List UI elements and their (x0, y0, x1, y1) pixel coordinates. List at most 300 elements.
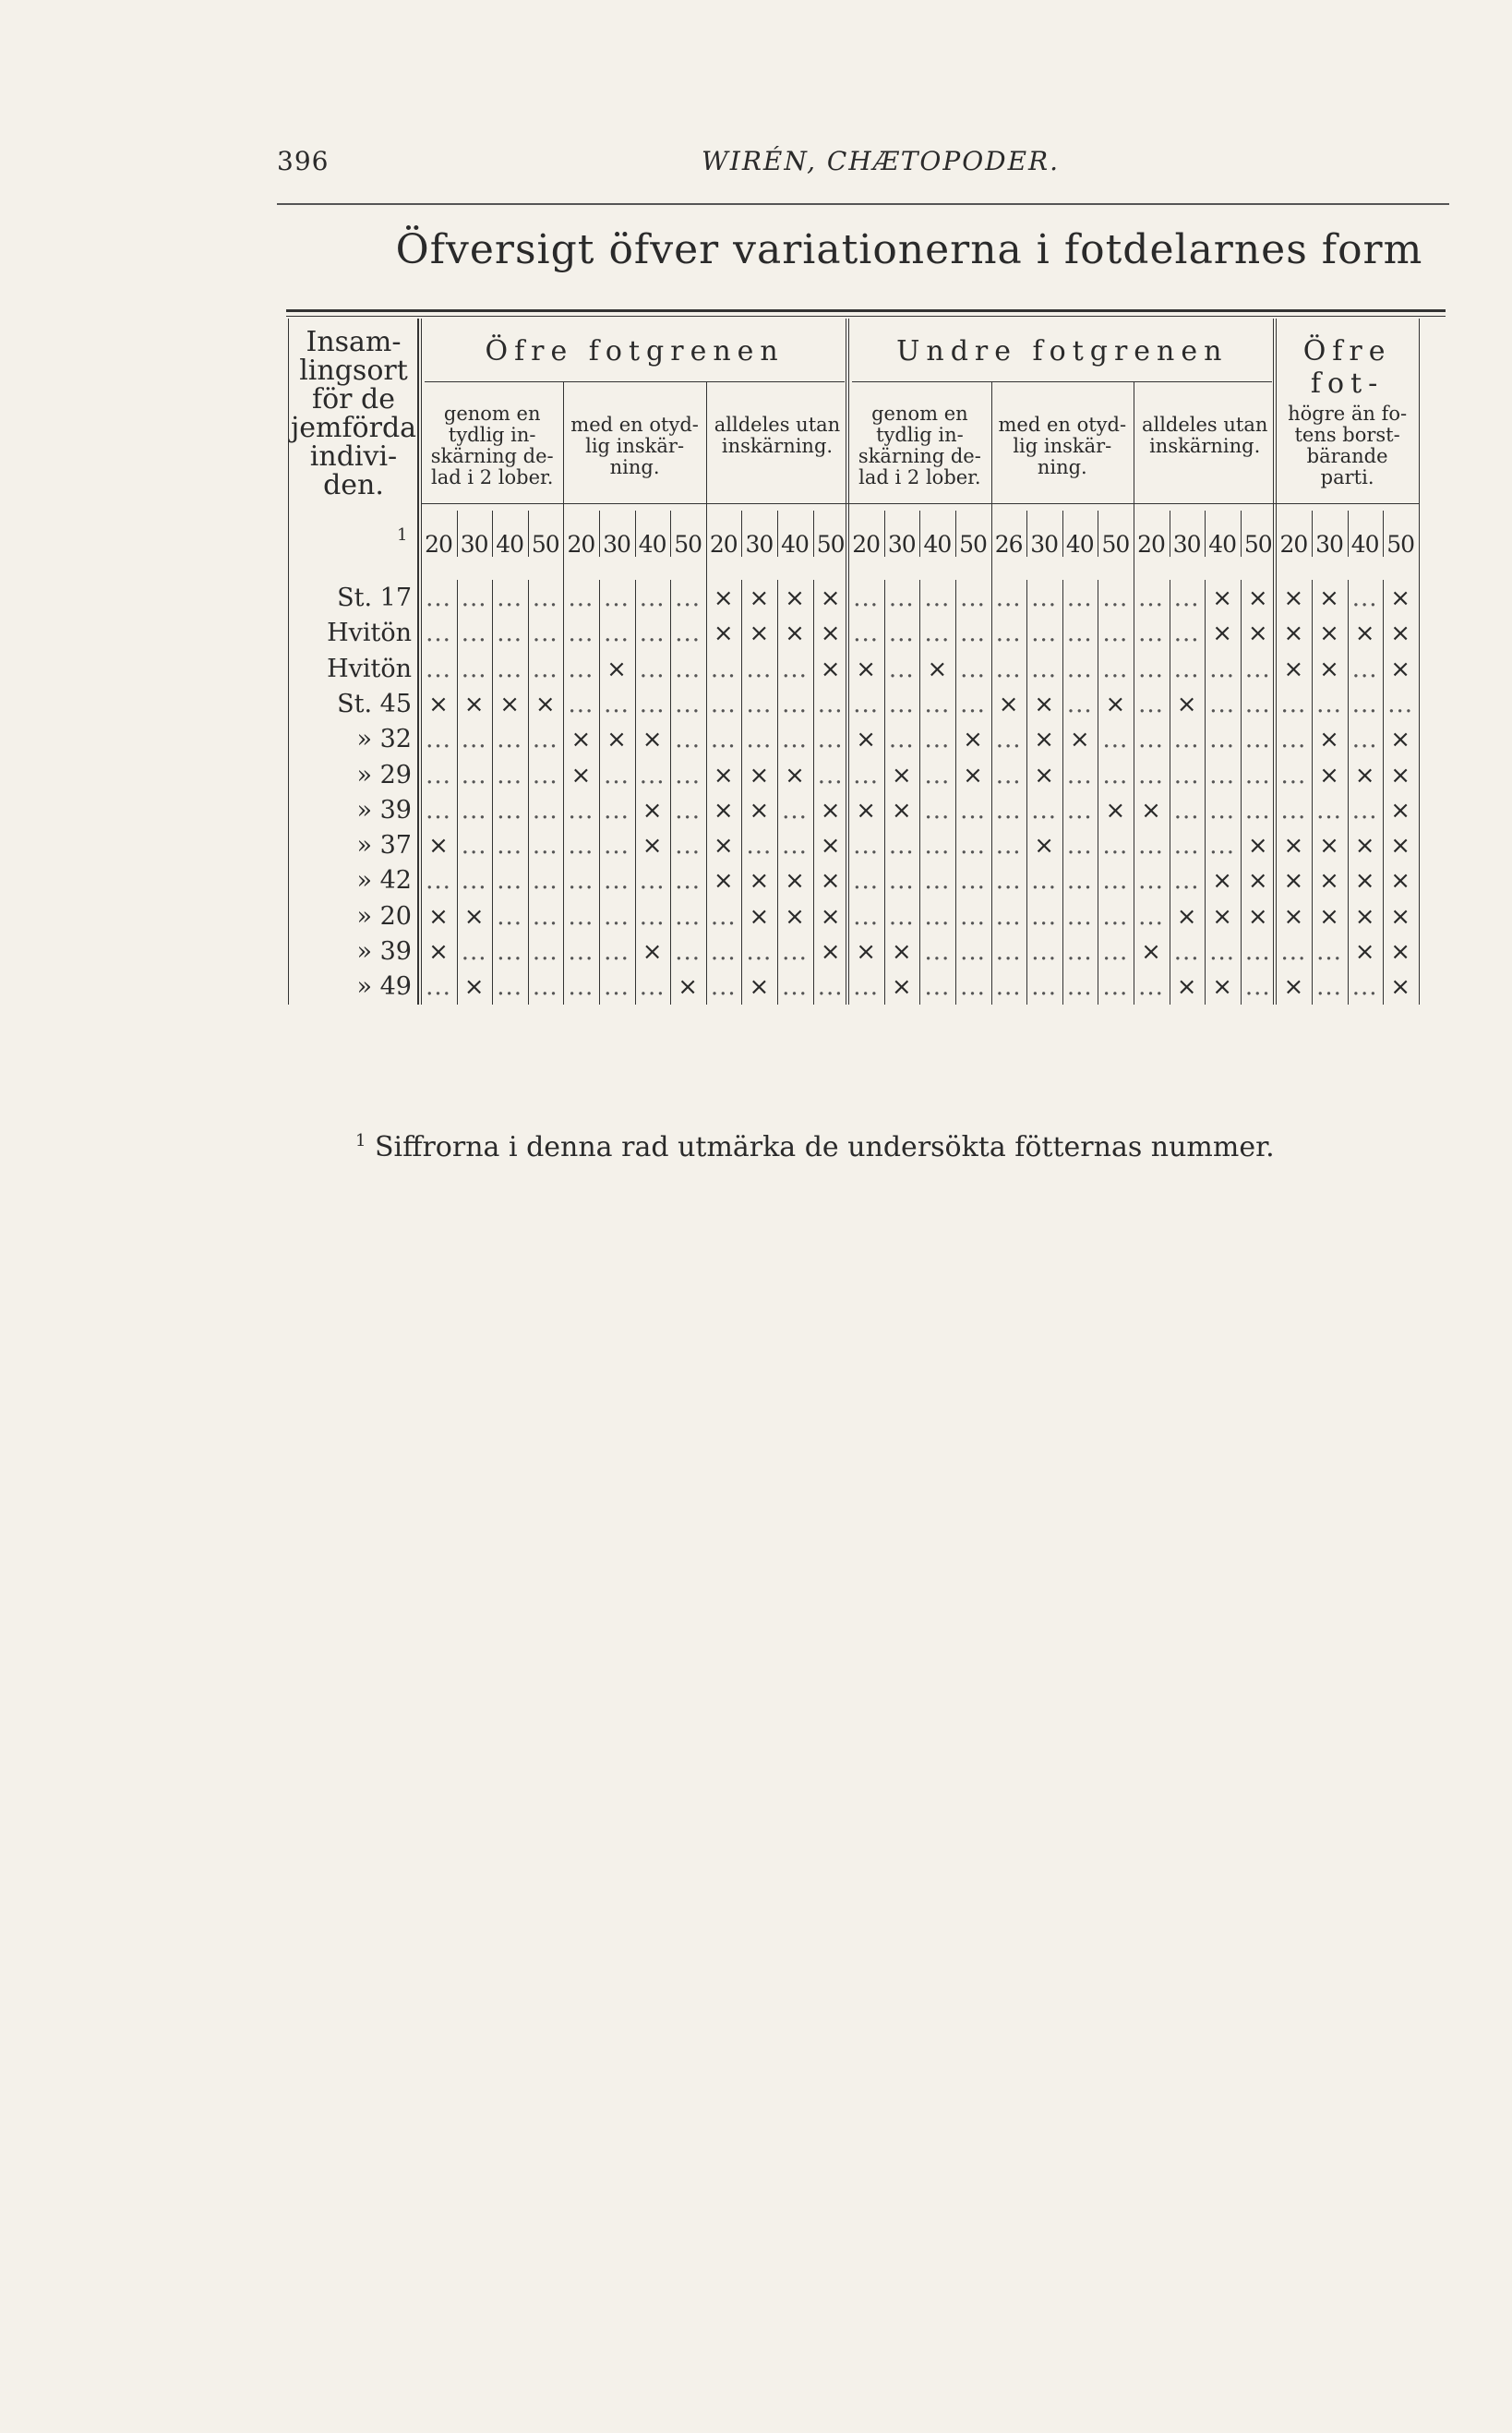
sub-heading-line: bärande (1306, 445, 1388, 467)
table-cell: ... (1280, 690, 1307, 718)
table-cell: ... (1351, 584, 1378, 612)
table-cell: ... (568, 832, 594, 861)
table-cell: ... (1209, 796, 1236, 825)
sub-heading (706, 415, 848, 457)
table-cell: ... (888, 832, 915, 861)
table-cell: ... (924, 690, 951, 718)
table-cell: × (1034, 832, 1055, 861)
table-cell: ... (1173, 796, 1200, 825)
table-cell: ... (1102, 867, 1129, 896)
page-number: 396 (277, 146, 330, 176)
table-cell: ... (675, 584, 702, 612)
table-cell: ... (1138, 620, 1164, 648)
table-cell: ... (995, 655, 1022, 683)
table-cell: × (1390, 655, 1411, 683)
table-cell: ... (426, 761, 451, 789)
table-cell: ... (675, 867, 702, 896)
table-cell: × (1105, 796, 1126, 825)
sub-heading-line: tydlig in- (448, 424, 536, 446)
table-cell: × (1283, 902, 1304, 931)
table-cell: ... (568, 584, 594, 612)
row-label: » 42 (356, 866, 412, 896)
row-label: » 39 (356, 937, 412, 966)
table-cell: × (713, 832, 734, 861)
column-rule (563, 511, 564, 557)
table-cell: ... (604, 761, 630, 789)
table-cell: ... (710, 938, 737, 966)
table-cell: × (1176, 902, 1197, 931)
column-rule (492, 511, 493, 557)
table-cell: ... (1244, 690, 1271, 718)
sub-heading-line: genom en (871, 403, 968, 425)
table-cell: × (1390, 584, 1411, 612)
column-number: 20 (1279, 531, 1308, 558)
table-cell: ... (960, 938, 986, 966)
sub-heading-line: ning. (609, 456, 660, 478)
table-cell: ... (1280, 726, 1307, 754)
table-cell: ... (995, 867, 1022, 896)
table-cell: ... (710, 655, 737, 683)
table-cell: ... (1173, 832, 1200, 861)
sub-heading-line: inskärning. (721, 435, 834, 457)
column-number: 40 (1350, 531, 1379, 558)
table-cell: ... (995, 796, 1022, 825)
row-label: » 39 (356, 795, 412, 825)
table-cell: ... (853, 973, 880, 1002)
table-cell: × (1212, 973, 1233, 1002)
table-cell: × (1354, 938, 1375, 966)
table-cell: ... (461, 938, 487, 966)
column-rule (1026, 511, 1027, 557)
table-cell: × (713, 620, 734, 648)
table-cell: ... (1031, 902, 1058, 931)
table-cell: ... (960, 832, 986, 861)
table-cell: × (820, 796, 841, 825)
table-cell: ... (497, 796, 523, 825)
column-rule (991, 511, 992, 557)
sub-heading-line: parti. (1320, 466, 1374, 488)
column-rule (1276, 511, 1277, 557)
table-cell: × (785, 867, 805, 896)
table-cell: ... (604, 867, 630, 896)
table-cell: ... (532, 832, 558, 861)
sub-heading (563, 415, 705, 478)
table-cell: ... (604, 938, 630, 966)
table-cell: × (1176, 973, 1197, 1002)
table-cell: ... (639, 620, 666, 648)
table-cell: ... (426, 584, 451, 612)
table-cell: ... (1138, 973, 1164, 1002)
table-cell: ... (497, 973, 523, 1002)
table-cell: ... (924, 726, 951, 754)
table-cell: × (713, 761, 734, 789)
sub-heading-line: med en otyd- (570, 414, 699, 436)
column-number: 30 (887, 531, 916, 558)
sub-heading-line: med en otyd- (998, 414, 1127, 436)
sub-heading-line: ning. (1037, 456, 1087, 478)
table-cell: ... (675, 726, 702, 754)
sub-heading-line: lad i 2 lober. (430, 466, 554, 488)
table-cell: × (1212, 584, 1233, 612)
column-number: 50 (674, 531, 702, 558)
table-cell: × (1319, 867, 1339, 896)
table-cell: ... (426, 655, 451, 683)
table-cell: ... (960, 796, 986, 825)
row-label-header-line: lingsort (299, 355, 408, 387)
column-rule (919, 511, 920, 557)
table-cell: ... (604, 690, 630, 718)
table-cell: ... (532, 938, 558, 966)
table-cell: ... (639, 584, 666, 612)
table-title: Öfversigt öfver variationerna i fotdelarnes form (395, 226, 1423, 273)
sub-heading-line: tydlig in- (876, 424, 964, 446)
table-cell: × (713, 584, 734, 612)
table-cell: ... (853, 902, 880, 931)
table-cell: ... (639, 690, 666, 718)
column-number: 40 (923, 531, 952, 558)
row-label: » 29 (356, 760, 412, 789)
table-cell: × (1319, 584, 1339, 612)
column-number: 30 (1315, 531, 1343, 558)
table-cell: × (1247, 584, 1268, 612)
sub-heading-line: lig inskär- (1013, 435, 1112, 457)
table-cell: ... (924, 973, 951, 1002)
table-cell: ... (1066, 902, 1093, 931)
table-cell: × (1069, 726, 1090, 754)
table-cell: × (642, 796, 663, 825)
table-cell: × (428, 690, 449, 718)
table-cell: ... (924, 938, 951, 966)
table-cell: × (642, 832, 663, 861)
row-label-header-line: jemförda (290, 412, 417, 444)
table-cell: ... (1138, 584, 1164, 612)
table-cell: × (1390, 761, 1411, 789)
table-cell: ... (604, 832, 630, 861)
table-cell: × (642, 726, 663, 754)
column-rule (706, 511, 707, 557)
table-cell: × (785, 584, 805, 612)
table-cell: ... (532, 584, 558, 612)
table-cell: ... (1066, 690, 1093, 718)
table-cell: ... (1173, 655, 1200, 683)
table-cell: × (820, 938, 841, 966)
table-cell: ... (995, 726, 1022, 754)
table-cell: × (891, 973, 912, 1002)
column-number: 26 (994, 531, 1023, 558)
table-cell: ... (782, 655, 808, 683)
table-cell: ... (568, 973, 594, 1002)
row-label: St. 17 (337, 584, 412, 612)
column-number: 50 (531, 531, 559, 558)
table-cell: ... (639, 761, 666, 789)
table-cell: ... (1102, 584, 1129, 612)
table-cell: × (963, 761, 983, 789)
table-cell: ... (1244, 726, 1271, 754)
table-cell: ... (1351, 973, 1378, 1002)
table-cell: ... (1031, 620, 1058, 648)
column-rule (955, 511, 956, 557)
table-cell: × (1354, 620, 1375, 648)
table-cell: ... (1031, 796, 1058, 825)
table-cell: × (749, 973, 770, 1002)
table-cell: ... (924, 796, 951, 825)
table-cell: × (1176, 690, 1197, 718)
table-cell: ... (1244, 796, 1271, 825)
table-cell: × (785, 620, 805, 648)
table-cell: × (606, 726, 627, 754)
table-cell: ... (782, 726, 808, 754)
table-cell: ... (746, 938, 773, 966)
column-rule (777, 511, 778, 557)
table-cell: ... (1138, 690, 1164, 718)
table-cell: ... (995, 832, 1022, 861)
table-cell: × (606, 655, 627, 683)
table-cell: ... (461, 832, 487, 861)
footnote (355, 1131, 1275, 1163)
table-cell: ... (710, 902, 737, 931)
column-rule (635, 511, 636, 557)
table-cell: × (749, 867, 770, 896)
table-cell: × (820, 584, 841, 612)
table-cell: ... (817, 973, 844, 1002)
table-cell: ... (568, 902, 594, 931)
table-cell: ... (995, 761, 1022, 789)
table-cell: ... (1351, 655, 1378, 683)
table-cell: ... (532, 761, 558, 789)
table-cell: × (1283, 584, 1304, 612)
row-label-header-line: Insam- (306, 326, 402, 358)
row-label: Hvitön (327, 654, 412, 683)
column-rule (599, 511, 600, 557)
table-cell: × (749, 584, 770, 612)
table-cell: ... (924, 832, 951, 861)
table-cell: × (1247, 832, 1268, 861)
column-number: 20 (567, 531, 595, 558)
table-cell: ... (853, 620, 880, 648)
table-cell: × (428, 938, 449, 966)
table-cell: × (463, 902, 485, 931)
table-cell: × (1390, 938, 1411, 966)
table-cell: ... (1244, 938, 1271, 966)
table-cell: × (785, 902, 805, 931)
row-rule (852, 381, 1272, 382)
table-cell: ... (1173, 726, 1200, 754)
column-rule (1419, 319, 1420, 1005)
table-cell: × (1283, 655, 1304, 683)
table-cell: ... (568, 796, 594, 825)
table-cell: ... (1066, 655, 1093, 683)
sub-heading-line: alldeles utan (714, 414, 841, 436)
column-rule (1062, 511, 1063, 557)
row-label: » 20 (356, 901, 412, 931)
table-cell: ... (497, 761, 523, 789)
table-cell: × (463, 973, 485, 1002)
table-cell: ... (960, 867, 986, 896)
column-number: 40 (781, 531, 809, 558)
column-rule (1205, 511, 1206, 557)
table-cell: ... (497, 867, 523, 896)
column-rule (848, 511, 849, 557)
row-label: » 49 (356, 972, 412, 1002)
table-cell: ... (1244, 761, 1271, 789)
table-cell: × (1319, 620, 1339, 648)
column-number: 40 (1208, 531, 1237, 558)
table-cell: ... (532, 973, 558, 1002)
table-cell: × (428, 902, 449, 931)
table-cell: ... (960, 620, 986, 648)
table-cell: × (1354, 832, 1375, 861)
table-cell: ... (853, 584, 880, 612)
table-cell: × (1319, 655, 1339, 683)
table-cell: ... (1031, 655, 1058, 683)
table-cell: ... (604, 973, 630, 1002)
table-cell: ... (960, 655, 986, 683)
column-rule (1383, 511, 1384, 557)
sub-heading-line: lad i 2 lober. (858, 466, 981, 488)
table-cell: × (820, 867, 841, 896)
table-cell: ... (426, 867, 451, 896)
column-number: 30 (1030, 531, 1059, 558)
table-cell: ... (924, 620, 951, 648)
table-cell: × (570, 726, 592, 754)
table-cell: ... (746, 832, 773, 861)
column-number: 20 (852, 531, 881, 558)
table-cell: ... (817, 726, 844, 754)
table-cell: ... (995, 584, 1022, 612)
column-rule (741, 511, 742, 557)
table-cell: ... (1066, 584, 1093, 612)
table-cell: × (1034, 761, 1055, 789)
table-cell: ... (532, 655, 558, 683)
table-cell: ... (853, 832, 880, 861)
table-cell: ... (568, 867, 594, 896)
table-cell: × (749, 620, 770, 648)
table-cell: × (1283, 973, 1304, 1002)
table-cell: ... (461, 867, 487, 896)
row-rule (421, 503, 1419, 504)
column-number: 40 (496, 531, 524, 558)
table-cell: ... (1209, 655, 1236, 683)
column-rule (813, 511, 814, 557)
row-label: St. 45 (337, 689, 412, 718)
table-cell: ... (924, 761, 951, 789)
table-cell: × (963, 726, 983, 754)
table-cell: × (1105, 690, 1126, 718)
table-cell: ... (426, 726, 451, 754)
table-cell: × (1390, 832, 1411, 861)
table-cell: ... (461, 620, 487, 648)
group-title: Öfre fot- (1302, 335, 1392, 400)
column-rule (417, 319, 419, 1005)
table-cell: × (1319, 761, 1339, 789)
table-cell: ... (924, 902, 951, 931)
table-cell: ... (426, 620, 451, 648)
sub-heading (1276, 403, 1418, 488)
table-cell: × (1247, 902, 1268, 931)
table-cell: ... (532, 796, 558, 825)
variation-table (286, 319, 1446, 1085)
column-number: 50 (1243, 531, 1272, 558)
column-number: 30 (1172, 531, 1201, 558)
table-cell: ... (1209, 938, 1236, 966)
table-cell: × (1212, 620, 1233, 648)
table-cell: × (891, 796, 912, 825)
table-cell: × (891, 938, 912, 966)
table-cell: ... (1031, 938, 1058, 966)
table-cell: ... (782, 973, 808, 1002)
sub-heading (1134, 415, 1276, 457)
table-cell: ... (675, 796, 702, 825)
table-cell: ... (1316, 690, 1342, 718)
table-cell: × (1141, 938, 1161, 966)
table-cell: ... (746, 655, 773, 683)
table-cell: ... (1138, 726, 1164, 754)
table-cell: ... (568, 655, 594, 683)
table-cell: ... (1209, 761, 1236, 789)
table-cell: ... (782, 690, 808, 718)
table-cell: ... (924, 584, 951, 612)
table-cell: ... (782, 938, 808, 966)
table-cell: × (713, 867, 734, 896)
header-rule (277, 203, 1449, 205)
column-number: 50 (1101, 531, 1130, 558)
table-cell: × (856, 726, 877, 754)
table-cell: ... (1138, 655, 1164, 683)
table-cell: ... (568, 690, 594, 718)
table-cell: ... (426, 796, 451, 825)
table-cell: ... (710, 690, 737, 718)
column-number: 40 (1065, 531, 1094, 558)
table-cell: ... (888, 655, 915, 683)
table-cell: ... (888, 726, 915, 754)
table-cell: ... (888, 690, 915, 718)
table-cell: ... (710, 973, 737, 1002)
table-cell: × (1390, 796, 1411, 825)
table-cell: ... (675, 832, 702, 861)
table-cell: ... (604, 902, 630, 931)
table-cell: × (1354, 902, 1375, 931)
table-cell: ... (746, 690, 773, 718)
table-cell: × (1390, 726, 1411, 754)
table-cell: ... (497, 938, 523, 966)
table-cell: × (1212, 902, 1233, 931)
table-cell: ... (782, 832, 808, 861)
table-cell: ... (532, 867, 558, 896)
table-cell: ... (1280, 938, 1307, 966)
group-title: Öfre fotgrenen (485, 335, 785, 367)
table-cell: ... (1209, 832, 1236, 861)
table-cell: × (1283, 867, 1304, 896)
sub-heading-line: genom en (443, 403, 541, 425)
table-cell: ... (1102, 620, 1129, 648)
group-title: Undre fotgrenen (896, 335, 1229, 367)
table-cell: ... (1102, 832, 1129, 861)
table-cell: ... (1316, 796, 1342, 825)
table-cell: × (1390, 902, 1411, 931)
table-cell: ... (675, 938, 702, 966)
table-cell: ... (1280, 796, 1307, 825)
column-rule (884, 511, 885, 557)
table-cell: ... (1244, 973, 1271, 1002)
sub-heading (991, 415, 1134, 478)
table-cell: × (749, 796, 770, 825)
table-cell: ... (782, 796, 808, 825)
table-cell: ... (960, 690, 986, 718)
table-cell: ... (1031, 867, 1058, 896)
column-number: 30 (460, 531, 488, 558)
row-label-header-line: för de (312, 383, 395, 416)
table-cell: × (891, 761, 912, 789)
